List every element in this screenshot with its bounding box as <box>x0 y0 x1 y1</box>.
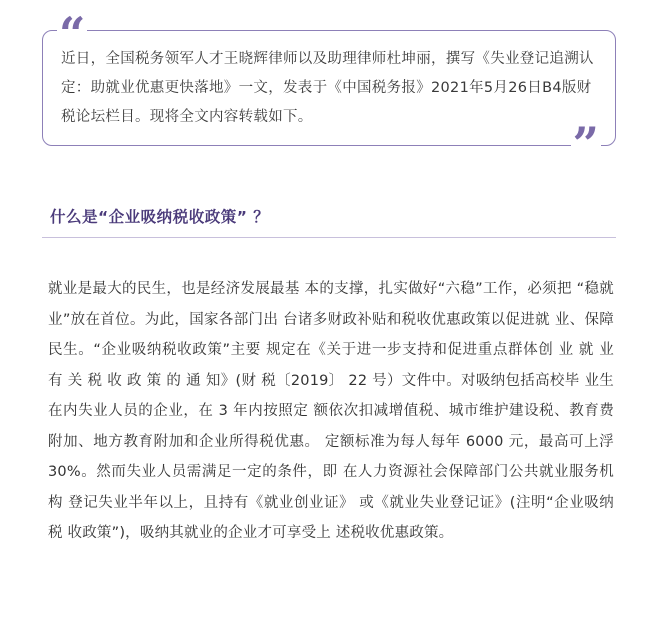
section-title: 什么是“企业吸纳税收政策” ？ <box>50 208 270 226</box>
intro-quote-box <box>42 7 616 171</box>
section-divider <box>42 237 616 238</box>
body-paragraph: 就业是最大的民生，也是经济发展最基 本的支撑，扎实做好“六稳”工作，必须把 “稳就业”放在首位。为此，国家各部门出 台诸多财政补贴和税收优惠政策以促进就 业、保障民生。“企业吸纳税收政策”主要 规定在《关于进一步支持和促进重点群体创 业 就 业 有 关 税 收 政 策 的 通 知》(财 税〔2019〕 22 号）文件中。对吸纳包括高校毕 业生在内失业人员的企业，在 3 年内按照定 额依次扣减增值税、城市维护建设税、教育费附加、地方教育附加和企业所得税优惠。 定额标准为每人每年 6000 元，最高可上浮 30%。然而失业人员需满足一定的条件，即 在人力资源社会保障部门公共就业服务机构 登记失业半年以上，且持有《就业创业证》 或《就业失业登记证》(注明“企业吸纳税 收政策”)，吸纳其就业的企业才可享受上 述税收优惠政策。 <box>48 281 614 541</box>
close-quote-icon: ” <box>572 117 599 171</box>
open-quote-icon: “ <box>59 7 86 61</box>
intro-quote-text: 近日，全国税务领军人才王晓辉律师以及助理律师杜坤丽，撰写《失业登记追溯认定：助就业优惠更快落地》一文，发表于《中国税务报》2021年5月26日B4版财税论坛栏目。现将全文内容转载如下。 <box>61 51 594 125</box>
